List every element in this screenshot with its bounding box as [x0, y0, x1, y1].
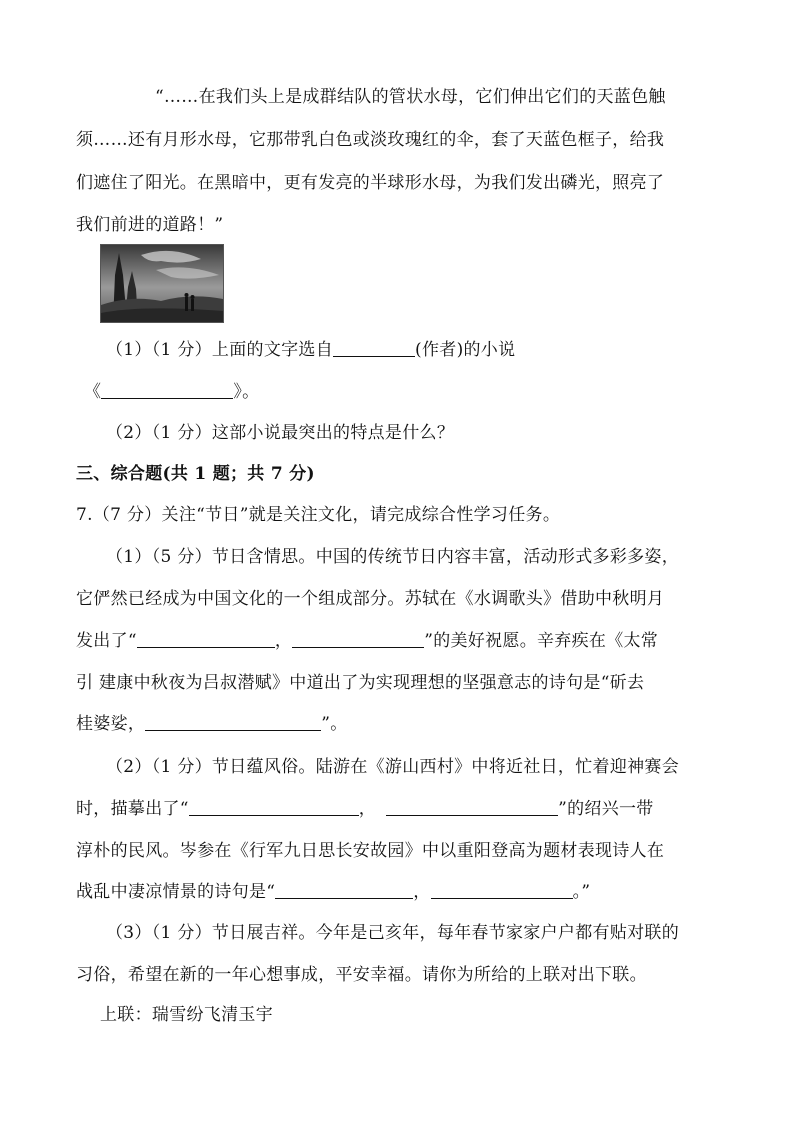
author-blank[interactable]: [333, 340, 415, 357]
q7-part1-line-2: 它俨然已经成为中国文化的一个组成部分。苏轼在《水调歌头》借助中秋明月: [76, 589, 665, 609]
passage-line-1: “……在我们头上是成群结队的管状水母，它们伸出它们的天蓝色触: [155, 87, 666, 107]
q7-part1-line-3: [76, 630, 658, 652]
q7-part1-line-5: [76, 713, 348, 735]
book-title-open: 《: [84, 382, 102, 402]
section-heading: 三、综合题(共 1 题；共 7 分): [76, 464, 315, 484]
text-segment: ，: [358, 799, 377, 819]
q7-part3-line-1: （3）（1 分）节日展吉祥。今年是己亥年，每年春节家家户户都有贴对联的: [106, 923, 680, 943]
text-segment: 。”: [572, 882, 591, 902]
text-segment: 战乱中凄凉情景的诗句是“: [76, 882, 276, 902]
book-title-close: 》。: [233, 382, 260, 402]
answer-blank[interactable]: [137, 631, 275, 648]
text-segment: ”的绍兴一带: [558, 799, 654, 819]
answer-blank[interactable]: [292, 631, 424, 648]
couplet-first-line: 上联：瑞雪纷飞清玉宇: [100, 1005, 273, 1025]
answer-blank[interactable]: [386, 799, 558, 816]
q7-part2-line-4: [76, 881, 590, 903]
question-1-line-2: [84, 381, 259, 403]
text-segment: 时，描摹出了“: [76, 799, 189, 819]
text-segment: 桂婆娑，: [76, 714, 146, 734]
question-1-suffix: (作者)的小说: [415, 340, 516, 360]
text-segment: ”。: [321, 714, 348, 734]
q7-part1-line-4: 引 建康中秋夜为吕叔潜赋》中道出了为实现理想的坚强意志的诗句是“斫去: [76, 673, 645, 693]
question-7-intro: 7.（7 分）关注“节日”就是关注文化，请完成综合性学习任务。: [76, 505, 561, 525]
passage-line-2: 须……还有月形水母，它那带乳白色或淡玫瑰红的伞，套了天蓝色框子，给我: [76, 130, 665, 150]
text-segment: ”的美好祝愿。辛弃疾在《太常: [424, 631, 659, 651]
answer-blank[interactable]: [431, 882, 573, 899]
q7-part3-line-2: 习俗，希望在新的一年心想事成，平安幸福。请你为所给的上联对出下联。: [76, 965, 647, 985]
question-1-prompt: （1）（1 分）上面的文字选自: [106, 340, 334, 360]
text-segment: 发出了“: [76, 631, 137, 651]
q7-part2-line-1: （2）（1 分）节日蕴风俗。陆游在《游山西村》中将近社日，忙着迎神赛会: [106, 757, 680, 777]
passage-line-4: 我们前进的道路！”: [76, 215, 224, 235]
text-segment: ，: [413, 882, 431, 902]
answer-blank[interactable]: [275, 882, 413, 899]
question-2: （2）（1 分）这部小说最突出的特点是什么？: [106, 423, 455, 443]
text-segment: ，: [274, 631, 293, 651]
book-title-blank[interactable]: [101, 382, 233, 399]
answer-blank[interactable]: [189, 799, 359, 816]
q7-part2-line-2: [76, 798, 654, 820]
q7-part1-line-1: （1）（5 分）节日含情思。中国的传统节日内容丰富，活动形式多彩多姿，: [106, 547, 680, 567]
landscape-illustration: [101, 245, 223, 322]
answer-blank[interactable]: [145, 714, 321, 731]
q7-part2-line-3: 淳朴的民风。岑参在《行军九日思长安故园》中以重阳登高为题材表现诗人在: [76, 841, 665, 861]
illustration-image: [100, 244, 224, 323]
question-1-line-1: [106, 339, 515, 361]
passage-line-3: 们遮住了阳光。在黑暗中，更有发亮的半球形水母，为我们发出磷光，照亮了: [76, 173, 665, 193]
